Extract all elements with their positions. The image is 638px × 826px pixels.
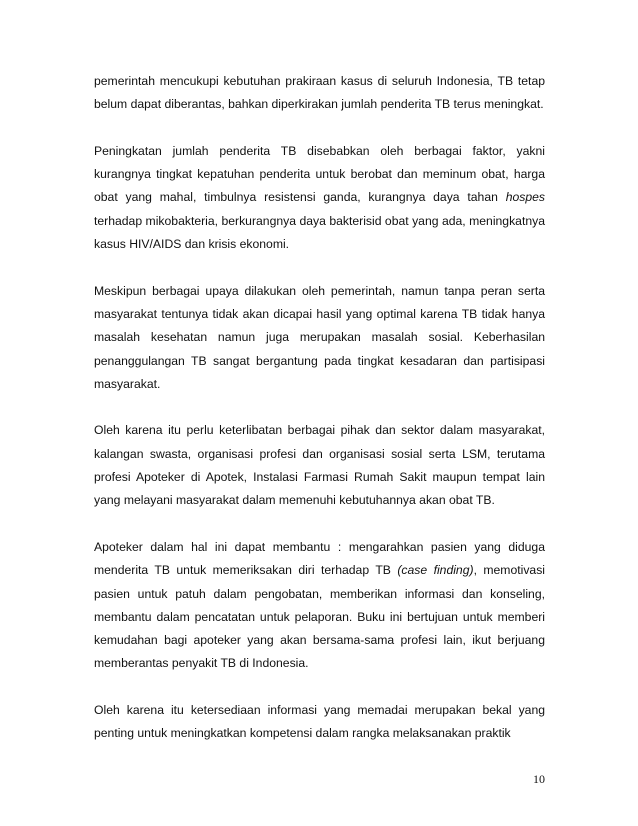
italic-term-hospes: hospes [505,190,545,205]
paragraph-2 [94,140,545,256]
paragraph-text: Oleh karena itu ketersediaan informasi yang memadai merupakan bekal yang penting untuk meningkatkan kompetensi dalam rangka melaksanakan praktik [94,703,545,741]
paragraph-5 [94,536,545,676]
paragraph-4 [94,419,545,512]
page-number: 10 [533,772,545,786]
paragraph-text: pemerintah mencukupi kebutuhan prakiraan kasus di seluruh Indonesia, TB tetap belum dapat diberantas, bahkan diperkirakan jumlah penderita TB terus meningkat. [94,74,545,112]
italic-term-case-finding: (case finding) [397,563,474,578]
paragraph-text: Peningkatan jumlah penderita TB disebabkan oleh berbagai faktor, yakni kurangnya tingkat kepatuhan penderita untuk berobat dan meminum obat, harga obat yang mahal, timbulnya resistensi ganda, kurangnya daya tahan [94,143,545,205]
paragraph-text: Apoteker dalam hal ini dapat membantu : mengarahkan pasien yang diduga menderita TB untuk memeriksakan diri terhadap TB [94,539,545,578]
paragraph-text: , memotivasi pasien untuk patuh dalam pengobatan, memberikan informasi dan konseling, membantu dalam pencatatan untuk pelaporan. Buku ini bertujuan untuk memberi kemudahan bagi apoteker yang akan bersama-sama profesi lain, ikut berjuang memberantas penyakit TB di Indonesia. [94,563,546,671]
body-text [94,70,545,769]
paragraph-text: terhadap mikobakteria, berkurangnya daya bakterisid obat yang ada, meningkatnya kasus HIV/AIDS dan krisis ekonomi. [94,213,545,252]
paragraph-text: Meskipun berbagai upaya dilakukan oleh pemerintah, namun tanpa peran serta masyarakat tentunya tidak akan dicapai hasil yang optimal karena TB tidak hanya masalah kesehatan namun juga merupakan masalah sosial. Keberhasilan penanggulangan TB sangat bergantung pada tingkat kesadaran dan partisipasi masyarakat. [94,283,545,391]
paragraph-text: Oleh karena itu perlu keterlibatan berbagai pihak dan sektor dalam masyarakat, kalangan swasta, organisasi profesi dan organisasi sosial serta LSM, terutama profesi Apoteker di Apotek, Instalasi Farmasi Rumah Sakit maupun tempat lain yang melayani masyarakat dalam memenuhi kebutuhannya akan obat TB. [94,423,545,508]
paragraph-6 [94,699,545,746]
paragraph-3 [94,280,545,396]
paragraph-1 [94,70,545,117]
